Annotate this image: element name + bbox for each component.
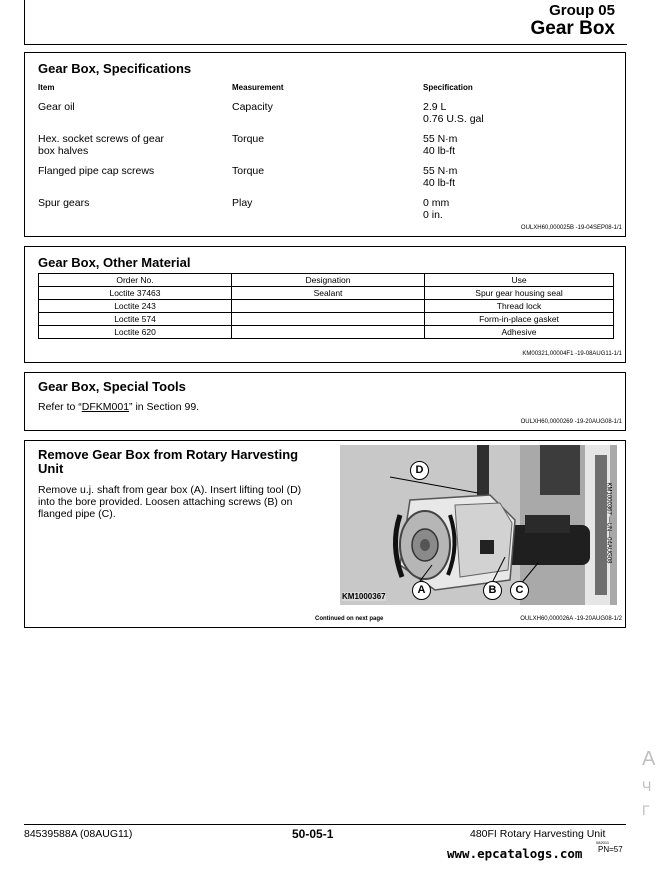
designation-cell xyxy=(232,326,425,339)
other-material-section xyxy=(24,246,626,363)
document-number: 84539588A (08AUG11) xyxy=(24,828,133,840)
gear-box-illustration xyxy=(340,445,617,605)
side-text: Г xyxy=(642,802,650,818)
callout-b: B xyxy=(483,581,502,600)
column-header-measurement: Measurement xyxy=(232,83,284,92)
manual-title: 480FI Rotary Harvesting Unit xyxy=(470,828,606,840)
use-cell: Form-in-place gasket xyxy=(425,313,614,326)
table-header-row xyxy=(39,274,614,287)
column-header-item: Item xyxy=(38,83,55,92)
callout-c: C xyxy=(510,581,529,600)
callout-d: D xyxy=(410,461,429,480)
column-header-order-no: Order No. xyxy=(39,274,232,287)
table-row xyxy=(39,287,614,300)
section-title: Gear Box, Specifications xyxy=(38,61,192,76)
spec-value: 55 N·m 40 lb-ft xyxy=(423,165,458,189)
remove-gear-box-section xyxy=(24,440,626,628)
designation-cell xyxy=(232,313,425,326)
reference-code: OULXH60,000025B -19-04SEP08-1/1 xyxy=(520,225,622,231)
procedure-text: Remove u.j. shaft from gear box (A). Insert lifting tool (D) into the bore provided. Loosen attaching screws (B) on flanged pipe (C). xyxy=(38,484,302,520)
section-title: Gear Box, Special Tools xyxy=(38,379,186,394)
reference-code: OULXH60,0000269 -19-20AUG08-1/1 xyxy=(520,419,622,425)
spec-item: Hex. socket screws of gear box halves xyxy=(38,133,165,157)
spec-measurement: Torque xyxy=(232,133,265,145)
order-no-cell: Loctite 243 xyxy=(39,300,232,313)
reference-code: OULXH60,000026A -19-20AUG08-1/2 xyxy=(520,616,622,622)
table-row xyxy=(39,313,614,326)
special-tools-section xyxy=(24,372,626,431)
spec-item: Spur gears xyxy=(38,197,90,209)
use-cell: Thread lock xyxy=(425,300,614,313)
date-code: 082011 xyxy=(596,840,610,845)
side-text: Ч xyxy=(642,778,652,794)
pn-label: PN=57 xyxy=(598,845,623,854)
column-header-designation: Designation xyxy=(232,274,425,287)
photo-side-code: KM1000367 —UN—04AUG08 xyxy=(605,482,612,564)
spec-item: Flanged pipe cap screws xyxy=(38,165,155,177)
group-label: Group 05 xyxy=(549,2,615,19)
section-title: Gear Box, Other Material xyxy=(38,255,191,270)
use-cell: Spur gear housing seal xyxy=(425,287,614,300)
table-row xyxy=(39,300,614,313)
material-table xyxy=(38,273,614,339)
spec-measurement: Torque xyxy=(232,165,265,177)
order-no-cell: Loctite 574 xyxy=(39,313,232,326)
column-header-use: Use xyxy=(425,274,614,287)
page-title: Gear Box xyxy=(530,18,615,39)
callout-a: A xyxy=(412,581,431,600)
designation-cell xyxy=(232,300,425,313)
designation-cell: Sealant xyxy=(232,287,425,300)
spec-measurement: Play xyxy=(232,197,253,209)
order-no-cell: Loctite 37463 xyxy=(39,287,232,300)
spec-value: 55 N·m 40 lb-ft xyxy=(423,133,458,157)
dfkm001-link[interactable]: DFKM001 xyxy=(81,401,130,413)
spec-measurement: Capacity xyxy=(232,101,273,113)
watermark-url[interactable]: www.epcatalogs.com xyxy=(447,846,583,861)
specifications-section xyxy=(24,52,626,237)
use-cell: Adhesive xyxy=(425,326,614,339)
column-header-specification: Specification xyxy=(423,83,473,92)
section-title: Remove Gear Box from Rotary Harvesting Unit xyxy=(38,447,299,476)
page-footer-rule xyxy=(24,824,626,825)
gear-box-photo xyxy=(340,445,617,605)
table-row xyxy=(39,326,614,339)
spec-value: 2.9 L 0.76 U.S. gal xyxy=(423,101,484,125)
spec-item: Gear oil xyxy=(38,101,75,113)
page-number: 50-05-1 xyxy=(292,827,334,841)
side-text: А xyxy=(642,748,656,770)
reference-code: KM00321,00004F1 -19-08AUG11-1/1 xyxy=(522,351,622,357)
spec-value: 0 mm 0 in. xyxy=(423,197,450,221)
page-header xyxy=(24,0,627,45)
tools-reference-text: Refer to “DFKM001” in Section 99. xyxy=(38,401,200,413)
photo-caption: KM1000367 xyxy=(342,592,386,601)
continued-note: Continued on next page xyxy=(315,616,384,622)
order-no-cell: Loctite 620 xyxy=(39,326,232,339)
